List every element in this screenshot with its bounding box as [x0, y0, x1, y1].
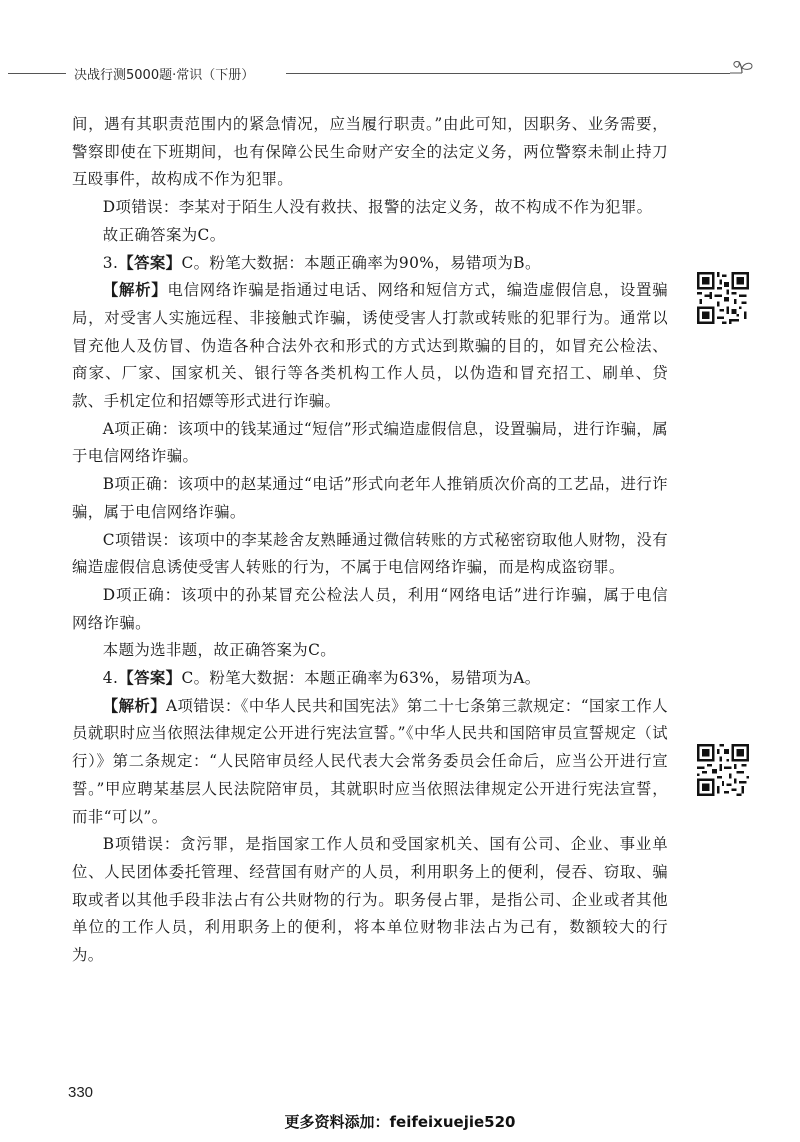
paragraph-text: D项错误：李某对于陌生人没有救扶、报警的法定义务，故不构成不作为犯罪。 — [102, 198, 653, 217]
paragraph — [72, 416, 668, 471]
paragraph-text: A项正确：该项中的钱某通过“短信”形式编造虚假信息，设置骗局，进行诈骗，属于电信网络诈骗。 — [72, 419, 668, 466]
labeled-paragraph — [72, 250, 668, 278]
qr-code-icon — [697, 272, 749, 324]
paragraph — [72, 831, 668, 970]
labeled-paragraph — [72, 693, 668, 832]
paragraph-text: 电信网络诈骗是指通过电话、网络和短信方式，编造虚假信息，设置骗局，对受害人实施远程、非接触式诈骗，诱使受害人打款或转账的犯罪行为。通常以冒充他人及仿冒、伪造各种合法外衣和形式的方式达到欺骗的目的，如冒充公检法、商家、厂家、国家机关、银行等各类机构工作人员，以伪造和冒充招工、刷单、贷款、手机定位和招嫖等形式进行诈骗。 — [72, 281, 668, 411]
paragraph — [72, 111, 668, 194]
sprout-icon — [728, 56, 758, 86]
running-header — [0, 62, 800, 86]
paragraph-text: B项错误：贪污罪，是指国家工作人员和受国家机关、国有公司、企业、事业单位、人民团体委托管理、经营国有财产的人员，利用职务上的便利，侵吞、窃取、骗取或者以其他手段非法占有公共财物的行为。职务侵占罪，是指公司、企业或者其他单位的工作人员，利用职务上的便利，将本单位财物非法占为己有，数额较大的行为。 — [72, 835, 668, 965]
paragraph-text: C。粉笔大数据：本题正确率为90%，易错项为B。 — [181, 253, 541, 272]
paragraph — [72, 637, 668, 665]
paragraph-text: 故正确答案为C。 — [102, 225, 226, 244]
section-label: 【答案】 — [118, 669, 182, 688]
paragraph-text: C项错误：该项中的李某趁舍友熟睡通过微信转账的方式秘密窃取他人财物，没有编造虚假信息诱使受害人转账的行为，不属于电信网络诈骗，而是构成盗窃罪。 — [72, 530, 668, 577]
paragraph — [72, 471, 668, 526]
answer-explanation-body — [72, 111, 668, 970]
footer-contact-note: 更多资料添加：feifeixuejie520 — [284, 1113, 516, 1131]
section-label: 【解析】 — [102, 281, 168, 300]
header-rule-right — [286, 73, 730, 74]
paragraph — [72, 222, 668, 250]
paragraph — [72, 582, 668, 637]
paragraph-text: 本题为选非题，故正确答案为C。 — [102, 641, 337, 660]
question-number: 3. — [102, 253, 119, 272]
paragraph-text: 间，遇有其职责范围内的紧急情况，应当履行职责。”由此可知，因职务、业务需要，警察即使在下班期间，也有保障公民生命财产安全的法定义务，两位警察未制止持刀互殴事件，故构成不作为犯罪。 — [72, 115, 668, 189]
question-number: 4. — [102, 669, 119, 688]
paragraph-text: D项正确：该项中的孙某冒充公检法人员，利用“网络电话”进行诈骗，属于电信网络诈骗。 — [72, 585, 668, 632]
qr-code-icon — [697, 744, 749, 796]
paragraph-text: B项正确：该项中的赵某通过“电话”形式向老年人推销质次价高的工艺品，进行诈骗，属于电信网络诈骗。 — [72, 475, 668, 521]
paragraph-text: C。粉笔大数据：本题正确率为63%，易错项为A。 — [181, 669, 541, 688]
section-label: 【解析】 — [102, 696, 167, 715]
header-title: 决战行测5000题·常识（下册） — [74, 68, 255, 83]
section-label: 【答案】 — [118, 253, 182, 272]
labeled-paragraph — [72, 665, 668, 693]
header-rule-left — [8, 73, 66, 74]
labeled-paragraph — [72, 277, 668, 416]
page-number: 330 — [68, 1084, 94, 1101]
paragraph — [72, 194, 668, 222]
paragraph-text: A项错误：《中华人民共和国宪法》第二十七条第三款规定：“国家工作人员就职时应当依照法律规定公开进行宪法宣誓。”《中华人民共和国陪审员宣誓规定（试行）》第二条规定：“人民陪审员经人民代表大会常务委员会任命后，应当公开进行宣誓。”甲应聘某基层人民法院陪审员，其就职时应当依照法律规定公开进行宪法宣誓，而非“可以”。 — [72, 696, 668, 826]
paragraph — [72, 527, 668, 582]
